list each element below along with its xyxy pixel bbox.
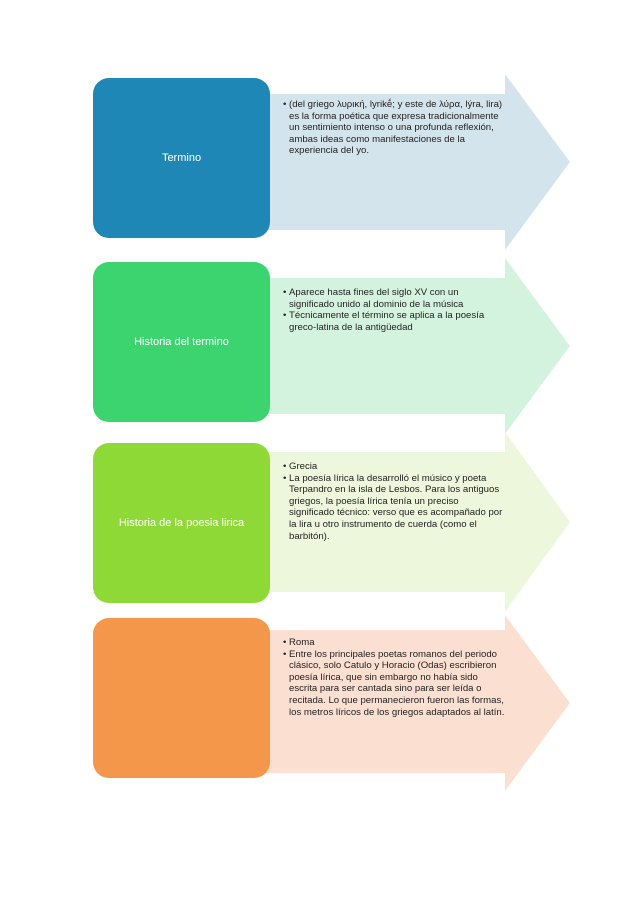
bullet-1-1: • (del griego λυρική, lyrikḗ; y este de λύρα, lýra, lira) es la forma poética que expresa tradicionalmente un sentimiento intenso o una profunda reflexión, ambas ideas como manifestaciones de la experiencia del yo. (284, 99, 506, 157)
bullet-2-1: • Aparece hasta fines del siglo XV con un significado unido al dominio de la música (284, 287, 506, 310)
term-box-2 (93, 262, 270, 422)
bullet-2-2: • Técnicamente el término se aplica a la poesía greco-latina de la antigüedad (284, 310, 506, 333)
bullet-4-1: • Roma (284, 637, 506, 649)
description-4 (284, 637, 506, 718)
description-2 (284, 287, 506, 333)
term-label-1: Termino (161, 152, 202, 164)
description-3 (284, 461, 506, 542)
term-label-3: Historia de la poesia lirica (118, 517, 245, 529)
bullet-3-1: • Grecia (284, 461, 506, 473)
term-box-3 (93, 443, 270, 603)
term-box-1 (93, 78, 270, 238)
term-label-2: Historia del termino (134, 336, 229, 348)
description-1 (284, 99, 506, 157)
bullet-3-2: • La poesía lírica la desarrolló el músico y poeta Terpandro en la isla de Lesbos. Para los antiguos griegos, la poesía lírica tenía un preciso significado técnico: verso que es acompañado por la lira u otro instrumento de cuerda (como el barbitón). (284, 473, 506, 543)
bullet-4-2: • Entre los principales poetas romanos del periodo clásico, solo Catulo y Horacio (Odas) escribieron poesía lírica, que sin embargo no había sido escrita para ser cantada sino para ser leída o recitada. Lo que permanecieron fueron las formas, los metros líricos de los griegos adaptados al latín. (284, 649, 506, 719)
term-box-4 (93, 618, 270, 778)
